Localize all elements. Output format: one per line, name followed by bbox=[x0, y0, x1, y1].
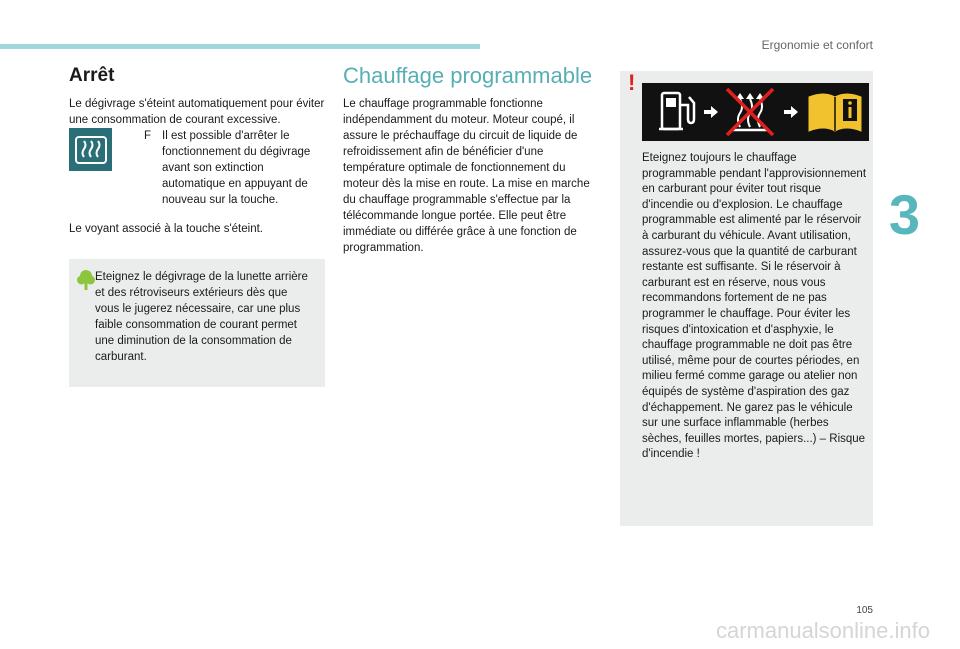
arret-intro: Le dégivrage s'éteint automatiquement pour éviter une consommation de courant excessive. bbox=[69, 98, 325, 126]
section-title: Ergonomie et confort bbox=[761, 38, 873, 52]
column-arret bbox=[69, 65, 325, 387]
eco-tip-text: Eteignez le dégivrage de la lunette arrière et des rétroviseurs extérieurs dès que vous le jugerez nécessaire, car une plus faible consommation de courant permet une diminution de la consommation de carburant. bbox=[95, 271, 308, 363]
arret-note: Le voyant associé à la touche s'éteint. bbox=[69, 223, 263, 235]
arrow-icon bbox=[704, 106, 718, 118]
fuel-pump-icon bbox=[659, 93, 694, 129]
page-number: 105 bbox=[856, 605, 873, 616]
chauffage-heading: Chauffage programmable bbox=[343, 63, 593, 88]
chapter-number: 3 bbox=[888, 183, 920, 246]
warning-icon: ! bbox=[628, 70, 636, 95]
rear-defrost-icon bbox=[69, 128, 112, 171]
chauffage-paragraph: Le chauffage programmable fonctionne indépendamment du moteur. Moteur coupé, il assure le préchauffage du circuit de liquide de refroidissement afin de bénéficier d'une température optimale de fonctionnement du moteur dès la mise en route. La mise en marche du chauffage programmable s'effectue par la télécommande longue portée. Elle peut être immédiate ou différée grâce à une fonction de programmation. bbox=[343, 98, 590, 254]
warning-box bbox=[620, 71, 873, 526]
no-heating-icon bbox=[727, 89, 773, 135]
arret-bullet-block bbox=[69, 128, 325, 208]
watermark: carmanualsonline.info bbox=[715, 618, 930, 643]
arrow-icon bbox=[784, 106, 798, 118]
arret-bullet bbox=[144, 128, 325, 208]
safety-pictogram bbox=[642, 83, 869, 141]
arret-bullet-text: Il est possible d'arrêter le fonctionnement du dégivrage avant son extinction automatique en appuyant de nouveau sur la touche. bbox=[162, 130, 311, 206]
header-accent-bar bbox=[0, 44, 480, 49]
eco-tree-icon bbox=[77, 269, 95, 365]
column-chauffage bbox=[343, 63, 603, 256]
warning-text bbox=[642, 151, 870, 463]
warning-paragraph: Eteignez toujours le chauffage programmable pendant l'approvisionnement en carburant pour éviter tout risque d'incendie ou d'explosion. Le chauffage programmable est alimenté par le réservoir à carburant du véhicule. Avant utilisation, assurez-vous que la quantité de carburant restante est suffisante. Si le réservoir à carburant est en réserve, nous vous recommandons fortement de ne pas programmer le chauffage. Pour éviter les risques d'intoxication et d'asphyxie, le chauffage programmable ne doit pas être utilisé, même pour de courtes périodes, en milieu fermé comme garage ou atelier non équipés de système d'aspiration des gaz d'échappement. Ne garez pas le véhicule sur une surface inflammable (herbes sèches, feuilles mortes, papiers...) – Risque d'incendie ! bbox=[642, 152, 867, 461]
bullet-marker: F bbox=[144, 130, 152, 142]
arret-heading: Arrêt bbox=[69, 65, 115, 86]
eco-tip-box bbox=[69, 259, 325, 387]
manual-info-icon bbox=[809, 94, 861, 131]
